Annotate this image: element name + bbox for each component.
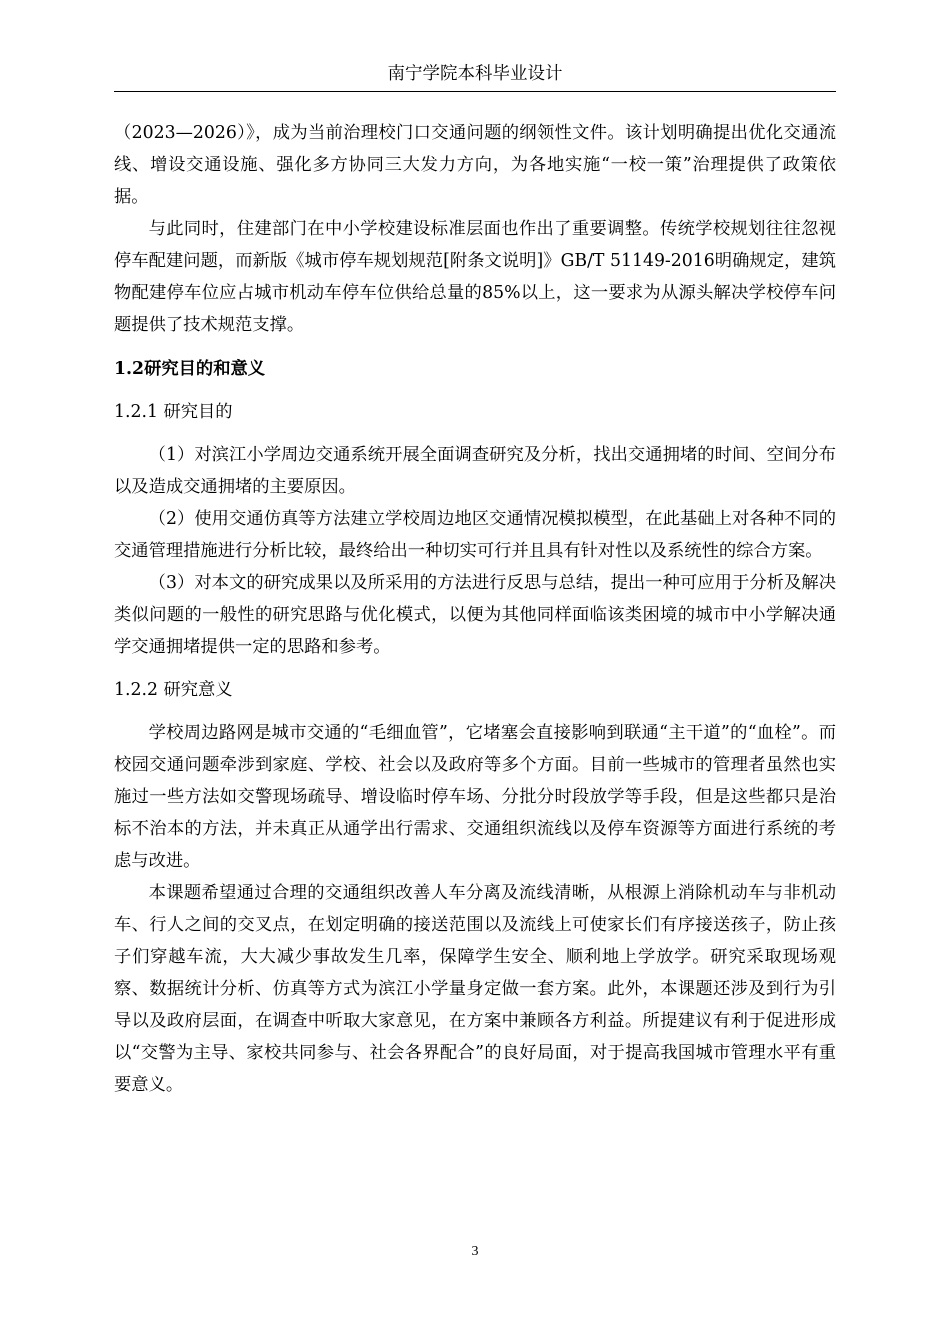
objective-item-3: （3）对本文的研究成果以及所采用的方法进行反思与总结，提出一种可应用于分析及解决类似问题的一般性的研究思路与优化模式，以便为其他同样面临该类困境的城市中小学解决通学交通拥堵提供一定的思路和参考。	[114, 573, 836, 657]
header-divider	[114, 91, 836, 92]
page-header: 南宁学院本科毕业设计	[387, 64, 563, 84]
paragraph-significance-2: 本课题希望通过合理的交通组织改善人车分离及流线清晰，从根源上消除机动车与非机动车、行人之间的交叉点，在划定明确的接送范围以及流线上可使家长们有序接送孩子，防止孩子们穿越车流，大大减少事故发生几率，保障学生安全、顺利地上学放学。研究采取现场观察、数据统计分析、仿真等方式为滨江小学量身定做一套方案。此外，本课题还涉及到行为引导以及政府层面，在调查中听取大家意见，在方案中兼顾各方利益。所提建议有利于促进形成以“交警为主导、家校共同参与、社会各界配合”的良好局面，对于提高我国城市管理水平有重要意义。	[114, 883, 836, 1095]
document-body	[114, 117, 836, 1101]
objective-item-1: （1）对滨江小学周边交通系统开展全面调查研究及分析，找出交通拥堵的时间、空间分布以及造成交通拥堵的主要原因。	[114, 445, 836, 497]
objective-item-2: （2）使用交通仿真等方法建立学校周边地区交通情况模拟模型，在此基础上对各种不同的交通管理措施进行分析比较，最终给出一种切实可行并且具有针对性以及系统性的综合方案。	[114, 509, 836, 561]
paragraph-significance-1: 学校周边路网是城市交通的“毛细血管”，它堵塞会直接影响到联通“主干道”的“血栓”。而校园交通问题牵涉到家庭、学校、社会以及政府等多个方面。目前一些城市的管理者虽然也实施过一些方法如交警现场疏导、增设临时停车场、分批分时段放学等手段，但是这些都只是治标不治本的方法，并未真正从通学出行需求、交通组织流线以及停车资源等方面进行系统的考虑与改进。	[114, 723, 836, 871]
paragraph-policy-continued: （2023—2026）》，成为当前治理校门口交通问题的纲领性文件。该计划明确提出优化交通流线、增设交通设施、强化多方协同三大发力方向，为各地实施“一校一策”治理提供了政策依据。	[114, 123, 836, 207]
page-number: 3	[471, 1244, 479, 1259]
subsection-heading-1-2-2: 1.2.2 研究意义	[114, 680, 233, 700]
paragraph-construction-standards: 与此同时，住建部门在中小学校建设标准层面也作出了重要调整。传统学校规划往往忽视停车配建问题，而新版《城市停车规划规范[附条文说明]》GB/T 51149-2016明确规定，建筑物配建停车位应占城市机动车停车位供给总量的85%以上，这一要求为从源头解决学校停车问题提供了技术规范支撑。	[114, 219, 836, 335]
section-heading-1-2: 1.2研究目的和意义	[114, 359, 266, 379]
subsection-heading-1-2-1: 1.2.1 研究目的	[114, 402, 233, 422]
